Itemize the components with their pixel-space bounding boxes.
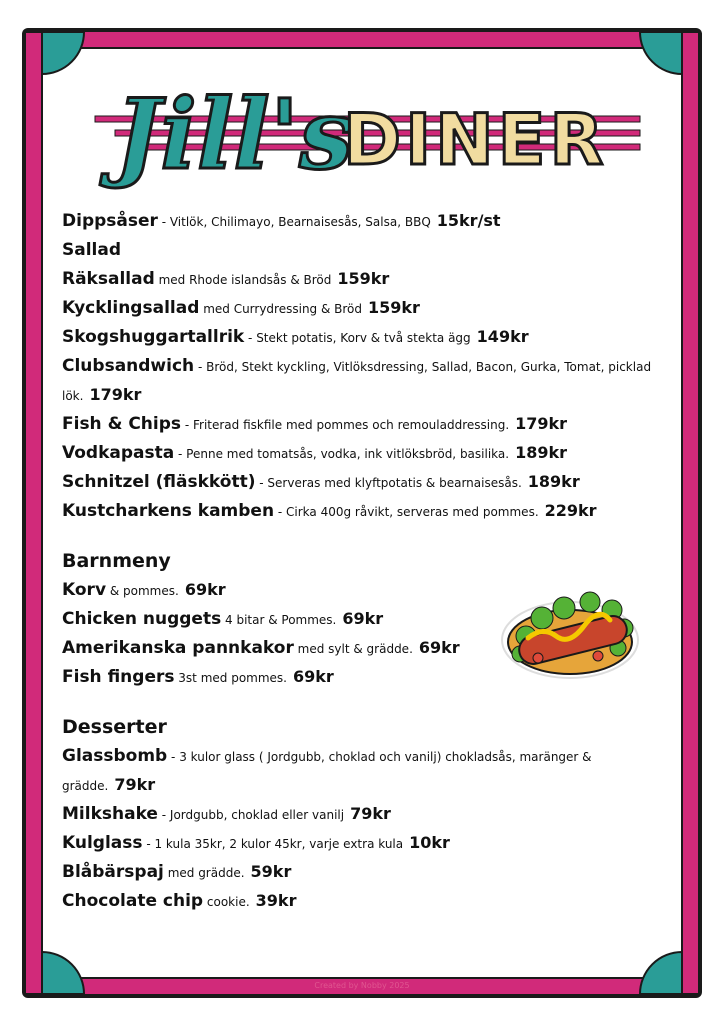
menu-item-name: Milkshake <box>62 804 158 824</box>
menu-item-description: med sylt & grädde. <box>293 642 413 656</box>
menu-item-price: 159kr <box>368 298 420 317</box>
menu-item-description: 4 bitar & Pommes. <box>221 613 337 627</box>
menu-item-price: 10kr <box>409 833 450 852</box>
menu-item-description: 3st med pommes. <box>174 671 287 685</box>
menu-item-price: 149kr <box>476 327 529 346</box>
menu-item <box>62 323 682 352</box>
menu-item-description: med grädde. <box>163 866 245 880</box>
menu-item <box>62 294 682 323</box>
menu-item-price: 189kr <box>527 472 580 491</box>
menu-item-description: - 3 kulor glass ( Jordgubb, choklad och vanilj) chokladsås, maränger & grädde. <box>62 750 592 793</box>
menu-item <box>62 468 682 497</box>
menu-item-name: Kustcharkens kamben <box>62 501 275 521</box>
menu-item <box>62 887 682 916</box>
menu-item-description: med Rhode islandsås & Bröd <box>154 273 332 287</box>
menu-item-name: Schnitzel (fläskkött) <box>62 472 256 492</box>
section-title-desserter: Desserter <box>62 716 167 738</box>
menu-item <box>62 800 682 829</box>
menu-item <box>62 236 682 265</box>
menu-item-name: Kulglass <box>62 833 143 853</box>
menu-item <box>62 439 682 468</box>
logo-block-text: DINER <box>343 99 608 181</box>
menu-item-name: Glassbomb <box>62 746 168 766</box>
menu-item-price: 69kr <box>342 609 384 628</box>
dessert-list <box>62 742 682 916</box>
menu-item-name: Skogshuggartallrik <box>62 327 245 347</box>
menu-item-price: 229kr <box>544 501 597 520</box>
menu-item-name: Dippsåser <box>62 211 158 231</box>
menu-item-price: 189kr <box>515 443 568 462</box>
menu-item-name: Fish fingers <box>62 667 175 687</box>
menu-item <box>62 352 682 410</box>
menu-item-price: 69kr <box>293 667 334 686</box>
menu-item-name: Fish & Chips <box>62 414 182 434</box>
menu-item-price: 69kr <box>418 638 460 657</box>
menu-item-name: Chicken nuggets <box>62 609 222 629</box>
menu-item-description: - 1 kula 35kr, 2 kulor 45kr, varje extra kula <box>142 837 404 851</box>
menu-item-price: 79kr <box>350 804 391 823</box>
menu-item-description: - Jordgubb, choklad eller vanilj <box>157 808 345 822</box>
menu-item-name: Sallad <box>62 240 122 260</box>
menu-item <box>62 858 682 887</box>
menu-item-description: med Currydressing & Bröd <box>199 302 363 316</box>
menu-item <box>62 265 682 294</box>
menu-item-price: 39kr <box>255 891 297 910</box>
menu-item-name: Vodkapasta <box>62 443 175 463</box>
menu-item <box>62 207 682 236</box>
menu-item-description: - Friterad fiskfile med pommes och remouladdressing. <box>181 418 510 432</box>
logo-script-text: Jill's <box>115 78 354 191</box>
menu-item-price: 179kr <box>89 385 142 404</box>
menu-item-description: & pommes. <box>106 584 179 598</box>
menu-item <box>62 829 682 858</box>
menu-item-description: - Serveras med klyftpotatis & bearnaisesås. <box>255 476 522 490</box>
main-dishes-list <box>62 207 682 526</box>
menu-item-description: - Vitlök, Chilimayo, Bearnaisesås, Salsa, BBQ <box>157 215 431 229</box>
menu-item-description: - Penne med tomatsås, vodka, ink vitlöksbröd, basilika. <box>174 447 510 461</box>
menu-item-description: cookie. <box>203 895 250 909</box>
menu-item <box>62 497 682 526</box>
menu-item-price: 159kr <box>337 269 390 288</box>
hotdog-illustration <box>498 578 643 688</box>
menu-item-description: - Cirka 400g råvikt, serveras med pommes. <box>274 505 539 519</box>
menu-item-price: 79kr <box>114 775 156 794</box>
menu-item-name: Amerikanska pannkakor <box>62 638 294 658</box>
menu-item-name: Chocolate chip <box>62 891 204 911</box>
menu-item <box>62 410 682 439</box>
menu-item-price: 59kr <box>250 862 292 881</box>
menu-content <box>62 207 682 916</box>
menu-item-name: Blåbärspaj <box>62 862 164 882</box>
credit-text: Created by Nobby 2025 <box>314 981 410 990</box>
menu-item-name: Räksallad <box>62 269 155 289</box>
menu-item-price: 179kr <box>515 414 568 433</box>
diner-logo <box>85 60 665 200</box>
menu-item-description: - Bröd, Stekt kyckling, Vitlöksdressing, Sallad, Bacon, Gurka, Tomat, picklad lök. <box>62 360 652 403</box>
menu-item-name: Korv <box>62 580 107 600</box>
menu-item-name: Clubsandwich <box>62 356 195 376</box>
menu-item-description: - Stekt potatis, Korv & två stekta ägg <box>244 331 471 345</box>
menu-item-price: 69kr <box>184 580 226 599</box>
menu-item <box>62 742 682 800</box>
section-title-barnmeny: Barnmeny <box>62 550 171 572</box>
menu-item-name: Kycklingsallad <box>62 298 200 318</box>
menu-item-price: 15kr/st <box>436 211 501 230</box>
